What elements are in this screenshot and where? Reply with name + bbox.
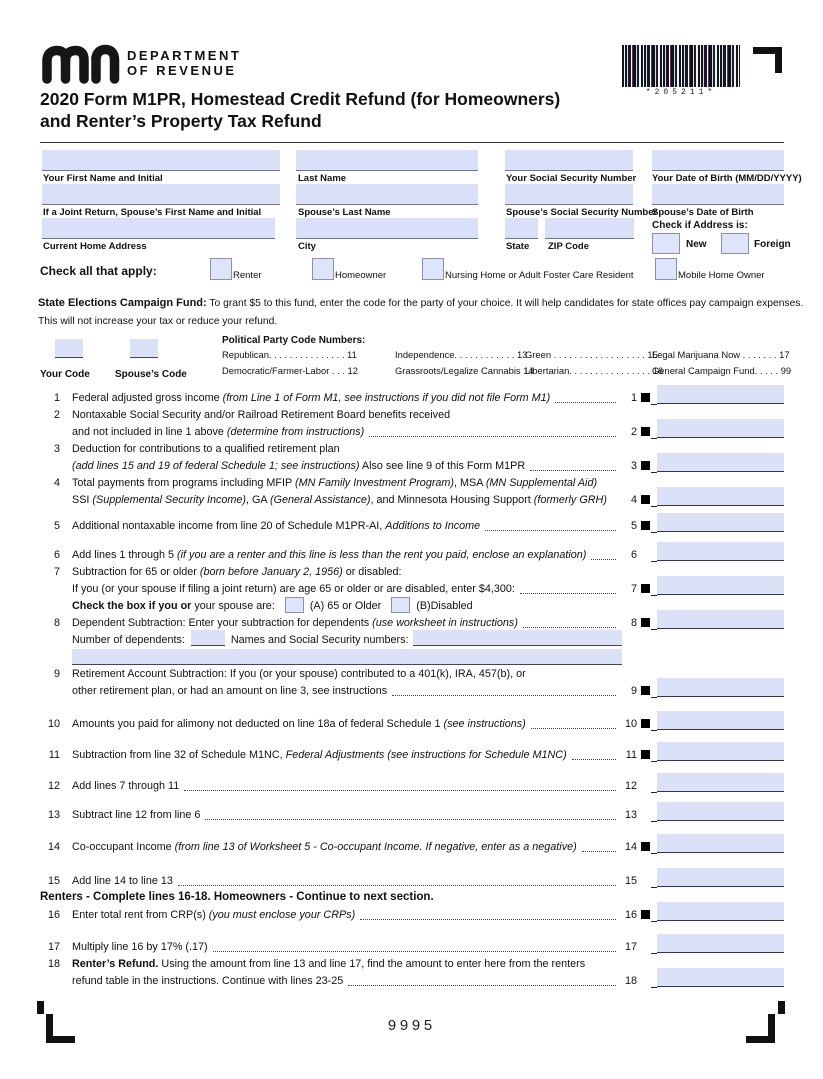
line-number-right: 5 — [630, 519, 637, 532]
first-name-field[interactable] — [42, 150, 280, 171]
line-number-right: 2 — [630, 425, 637, 438]
form-line-row — [40, 491, 784, 508]
line-18-amount-field[interactable] — [657, 968, 784, 987]
line-number: 10 — [47, 717, 60, 730]
form-line-6 — [40, 546, 784, 563]
line-number: 18 — [47, 957, 60, 970]
line-text: Nontaxable Social Security and/or Railroad Retirement Board benefits received — [72, 408, 451, 421]
line-marker-square — [641, 427, 650, 436]
form-line-row — [40, 872, 784, 889]
mn-logo — [40, 44, 120, 84]
form-line-18 — [40, 955, 784, 989]
filer-checkbox-homeowner[interactable] — [312, 258, 334, 280]
dependents-names-field[interactable] — [413, 630, 622, 646]
line-number: 6 — [53, 548, 60, 561]
campaign-fund-text — [38, 297, 804, 327]
line-2-amount-field[interactable] — [657, 419, 784, 438]
line-5-amount-field[interactable] — [657, 513, 784, 532]
form-line-3 — [40, 440, 784, 474]
line-text: Retirement Account Subtraction: If you (or your spouse) contributed to a 401(k), IRA, 457(b), or — [72, 667, 526, 680]
line-marker-square — [641, 686, 650, 695]
barcode — [622, 45, 740, 87]
home-address-field[interactable] — [42, 218, 275, 239]
form-line-row — [40, 938, 784, 955]
line-number-right: 18 — [624, 974, 637, 987]
dependents-count-field[interactable] — [191, 630, 225, 646]
campaign-fund-line2: This will not increase your tax or reduce your refund. — [38, 316, 278, 327]
line-4-amount-field[interactable] — [657, 487, 784, 506]
line-number-right: 7 — [630, 582, 637, 595]
dot-leader — [184, 778, 616, 791]
age-disabled-text: Check the box if you or your spouse are: — [72, 599, 275, 612]
line-9-amount-field[interactable] — [657, 678, 784, 697]
form-line-row — [40, 682, 784, 699]
form-lines — [40, 389, 784, 989]
your-code-label: Your Code — [40, 369, 90, 380]
line-11-amount-field[interactable] — [657, 742, 784, 761]
line-text: Co-occupant Income (from line 13 of Worksheet 5 - Co-occupant Income. If negative, enter as a negative) — [72, 840, 577, 853]
form-line-15 — [40, 872, 784, 889]
dot-leader — [360, 907, 616, 920]
line-text: Subtract line 12 from line 6 — [72, 808, 201, 821]
line-text: Add lines 1 through 5 (if you are a renter and this line is less than the rent you paid, enclose an explanation) — [72, 548, 587, 561]
line-number-right: 1 — [630, 391, 637, 404]
spouse-code-field[interactable] — [130, 339, 158, 358]
campaign-fund-lead: State Elections Campaign Fund: — [38, 297, 207, 309]
line-number-right: 10 — [624, 717, 637, 730]
line-10-amount-field[interactable] — [657, 711, 784, 730]
dot-leader — [572, 747, 616, 760]
line-marker-square — [641, 393, 650, 402]
last-name-label: Last Name — [298, 173, 347, 184]
dot-leader — [392, 683, 616, 696]
your-code-field[interactable] — [55, 339, 83, 358]
line-16-amount-field[interactable] — [657, 902, 784, 921]
line-number: 4 — [53, 476, 60, 489]
dot-leader — [520, 581, 616, 594]
line-text: refund table in the instructions. Continue with lines 23-25 — [72, 974, 344, 987]
form-line-8 — [40, 614, 784, 665]
line-text: Total payments from programs including MFIP (MN Family Investment Program), MSA (MN Supplemental Aid) — [72, 476, 598, 489]
form-title: 2020 Form M1PR, Homestead Credit Refund (for Homeowners) and Renter’s Property Tax Refund — [40, 89, 561, 131]
address-new-label: New — [686, 239, 707, 250]
dot-leader — [485, 518, 616, 531]
disabled-label: (B)Disabled — [416, 599, 473, 612]
line-text: Renter’s Refund. Using the amount from line 13 and line 17, find the amount to enter here from the renters — [72, 957, 586, 970]
party-code-entry: Republican. . . . . . . . . . . . . . . 11 — [222, 349, 357, 360]
line-number-right: 13 — [624, 808, 637, 821]
line-text: SSI (Supplemental Security Income), GA (General Assistance), and Minnesota Housing Support (formerly GRH) — [72, 493, 607, 506]
line-number: 14 — [47, 840, 60, 853]
line-6-amount-field[interactable] — [657, 542, 784, 561]
corner-mark-top-right — [753, 47, 782, 73]
dependents-row — [40, 631, 622, 648]
filer-checkbox-label: Nursing Home or Adult Foster Care Resident — [445, 270, 634, 281]
check-address-label: Check if Address is: — [652, 220, 748, 231]
spouse-last-name-label: Spouse’s Last Name — [298, 207, 391, 218]
form-line-row — [40, 715, 784, 732]
age-65-label: (A) 65 or Older — [309, 599, 382, 612]
state-field[interactable] — [505, 218, 538, 239]
party-code-entry: Independence. . . . . . . . . . . . 13 — [395, 349, 528, 360]
form-line-16 — [40, 906, 784, 923]
form-line-row — [40, 838, 784, 855]
line-text: Deduction for contributions to a qualified retirement plan — [72, 442, 340, 455]
form-line-7 — [40, 563, 784, 614]
state-label: State — [506, 241, 530, 252]
filer-checkbox-label: Renter — [233, 270, 262, 281]
line-number: 1 — [53, 391, 60, 404]
home-address-label: Current Home Address — [43, 241, 147, 252]
dot-leader — [213, 939, 616, 952]
line-marker-square — [641, 495, 650, 504]
line-number: 11 — [48, 748, 60, 761]
agency-name: DEPARTMENT OF REVENUE — [127, 48, 242, 78]
line-number: 7 — [53, 565, 60, 578]
line-15-amount-field[interactable] — [657, 868, 784, 887]
form-line-row — [40, 423, 784, 440]
line-3-amount-field[interactable] — [657, 453, 784, 472]
line-number: 9 — [53, 667, 60, 680]
line-number: 13 — [47, 808, 60, 821]
line-7-amount-field[interactable] — [657, 576, 784, 595]
city-field[interactable] — [296, 218, 478, 239]
form-line-17 — [40, 938, 784, 955]
form-line-row — [40, 806, 784, 823]
form-line-1 — [40, 389, 784, 406]
line-text: and not included in line 1 above (determine from instructions) — [72, 425, 365, 438]
identity-section — [40, 146, 802, 258]
line-text: (add lines 15 and 19 of federal Schedule 1; see instructions) Also see line 9 of this Form M1PR — [72, 459, 526, 472]
line-number: 3 — [53, 442, 60, 455]
form-line-row — [40, 746, 784, 763]
zip-label: ZIP Code — [548, 241, 589, 252]
line-text: other retirement plan, or had an amount on line 3, see instructions — [72, 684, 388, 697]
dot-leader — [205, 807, 616, 820]
line-marker-square — [641, 910, 650, 919]
line-number-right: 9 — [630, 684, 637, 697]
form-line-14 — [40, 838, 784, 855]
filer-checkbox-mobile-home-owner[interactable] — [655, 258, 677, 280]
line-marker-square — [641, 521, 650, 530]
line-marker-square — [641, 719, 650, 728]
dot-leader — [591, 547, 616, 560]
filer-checkbox-label: Homeowner — [335, 270, 387, 281]
line-text: Dependent Subtraction: Enter your subtraction for dependents (use worksheet in instructions) — [72, 616, 518, 629]
line-number-right: 3 — [630, 459, 637, 472]
first-name-label: Your First Name and Initial — [43, 173, 163, 184]
dependents-names-field-2[interactable] — [72, 649, 622, 665]
line-number: 15 — [47, 874, 60, 887]
line-number-right: 8 — [630, 616, 637, 629]
dot-leader — [523, 615, 616, 628]
line-1-amount-field[interactable] — [657, 385, 784, 404]
line-text: Subtraction from line 32 of Schedule M1NC, Federal Adjustments (see instructions for Schedule M1NC) — [72, 748, 567, 761]
line-marker-square — [641, 842, 650, 851]
dot-leader — [530, 458, 616, 471]
line-text: Multiply line 16 by 17% (.17) — [72, 940, 208, 953]
party-code-entry: Democratic/Farmer-Labor . . . 12 — [222, 365, 358, 376]
form-line-row — [40, 906, 784, 923]
address-foreign-label: Foreign — [754, 239, 791, 250]
line-14-amount-field[interactable] — [657, 834, 784, 853]
address-foreign-checkbox[interactable] — [721, 233, 749, 254]
dob-label: Your Date of Birth (MM/DD/YYYY) — [652, 173, 802, 184]
form-line-row — [40, 457, 784, 474]
line-number-right: 6 — [630, 548, 637, 561]
form-line-9 — [40, 665, 784, 699]
spouse-ssn-label: Spouse’s Social Security Number — [506, 207, 658, 218]
line-text: Add lines 7 through 11 — [72, 779, 180, 792]
form-line-row — [40, 517, 784, 534]
age-65-checkbox[interactable] — [285, 597, 304, 613]
line-number: 2 — [53, 408, 60, 421]
party-code-entry: Grassroots/Legalize Cannabis 14 — [395, 365, 534, 376]
line-number: 17 — [47, 940, 60, 953]
line-13-amount-field[interactable] — [657, 802, 784, 821]
spouse-first-name-field[interactable] — [42, 184, 280, 205]
dot-leader — [555, 390, 616, 403]
line-17-amount-field[interactable] — [657, 934, 784, 953]
filer-checkbox-label: Mobile Home Owner — [678, 270, 765, 281]
form-line-row — [40, 546, 784, 563]
line-text: Enter total rent from CRP(s) (you must enclose your CRPs) — [72, 908, 356, 921]
party-code-entry: General Campaign Fund. . . . . 99 — [652, 365, 792, 376]
line-marker-square — [641, 618, 650, 627]
form-line-2 — [40, 406, 784, 440]
form-line-10 — [40, 715, 784, 732]
line-text: Amounts you paid for alimony not deducted on line 18a of federal Schedule 1 (see instructions) — [72, 717, 526, 730]
line-number-right: 12 — [624, 779, 637, 792]
form-line-row — [40, 580, 784, 597]
filer-checkbox-nursing-home-or-adult-foster-care-resident[interactable] — [422, 258, 444, 280]
form-line-row — [40, 972, 784, 989]
renters-section-header: Renters - Complete lines 16-18. Homeowners - Continue to next section. — [40, 891, 434, 903]
form-line-11 — [40, 746, 784, 763]
page-code: 9995 — [387, 1018, 436, 1035]
party-code-entry: Green . . . . . . . . . . . . . . . . . . 15 — [525, 349, 658, 360]
spouse-dob-label: Spouse’s Date of Birth — [652, 207, 754, 218]
line-number-right: 11 — [625, 748, 637, 761]
form-line-12 — [40, 777, 784, 794]
form-line-4 — [40, 474, 784, 508]
spouse-code-label: Spouse’s Code — [115, 369, 187, 380]
line-number: 5 — [53, 519, 60, 532]
party-codes-title: Political Party Code Numbers: — [222, 335, 366, 346]
form-line-13 — [40, 806, 784, 823]
line-marker-square — [641, 584, 650, 593]
line-marker-square — [641, 750, 650, 759]
line-marker-square — [641, 461, 650, 470]
line-number-right: 4 — [630, 493, 637, 506]
disabled-checkbox[interactable] — [391, 597, 410, 613]
last-name-field[interactable] — [296, 150, 478, 171]
line-8-amount-field[interactable] — [657, 610, 784, 629]
spouse-first-name-label: If a Joint Return, Spouse’s First Name and Initial — [43, 207, 262, 218]
spouse-dob-field[interactable] — [652, 184, 784, 205]
dot-leader — [369, 424, 616, 437]
line-number: 16 — [47, 908, 60, 921]
line-number-right: 16 — [624, 908, 637, 921]
campaign-fund-rest: To grant $5 to this fund, enter the code for the party of your choice. It will help candidates for state offices pay campaign expenses. — [206, 298, 804, 309]
zip-field[interactable] — [545, 218, 634, 239]
spouse-ssn-field[interactable] — [505, 184, 633, 205]
registration-mark-left — [37, 1001, 44, 1014]
filer-checkbox-renter[interactable] — [210, 258, 232, 280]
spouse-last-name-field[interactable] — [296, 184, 478, 205]
line-text: Add line 14 to line 13 — [72, 874, 173, 887]
dependents-names-label: Names and Social Security numbers: — [230, 633, 409, 646]
form-line-row — [40, 389, 784, 406]
header-divider — [40, 142, 784, 143]
check-all-label: Check all that apply: — [40, 264, 157, 278]
dependents-count-label: Number of dependents: — [72, 633, 185, 646]
registration-mark-right — [778, 1001, 785, 1014]
dependents-row-2 — [40, 648, 784, 665]
party-code-entry: Libertarian. . . . . . . . . . . . . . . . 16 — [525, 365, 664, 376]
city-label: City — [298, 241, 316, 252]
party-code-entry: Legal Marijuana Now . . . . . . . 17 — [652, 349, 790, 360]
line-number-right: 14 — [624, 840, 637, 853]
dob-field[interactable] — [652, 150, 784, 171]
line-number: 12 — [47, 779, 60, 792]
filer-type-section — [40, 258, 784, 286]
address-new-checkbox[interactable] — [652, 233, 680, 254]
form-line-5 — [40, 517, 784, 534]
line-text: Federal adjusted gross income (from Line 1 of Form M1, see instructions if you did not file Form M1) — [72, 391, 551, 404]
line-number: 8 — [53, 616, 60, 629]
barcode-digits: *205211* — [645, 88, 717, 97]
dot-leader — [178, 873, 616, 886]
form-line-row — [40, 614, 784, 631]
party-codes-section — [40, 333, 792, 389]
dot-leader — [531, 716, 616, 729]
dot-leader — [582, 839, 616, 852]
line-number-right: 15 — [624, 874, 637, 887]
ssn-field[interactable] — [505, 150, 633, 171]
line-text: If you (or your spouse if filing a joint return) are age 65 or older or are disabled, enter $4,300: — [72, 582, 515, 595]
line-12-amount-field[interactable] — [657, 773, 784, 792]
dot-leader — [348, 973, 616, 986]
ssn-label: Your Social Security Number — [506, 173, 637, 184]
form-line-row — [40, 777, 784, 794]
line-text: Subtraction for 65 or older (born before January 2, 1956) or disabled: — [72, 565, 402, 578]
line-text: Additional nontaxable income from line 20 of Schedule M1PR-AI, Additions to Income — [72, 519, 481, 532]
line-number-right: 17 — [624, 940, 637, 953]
